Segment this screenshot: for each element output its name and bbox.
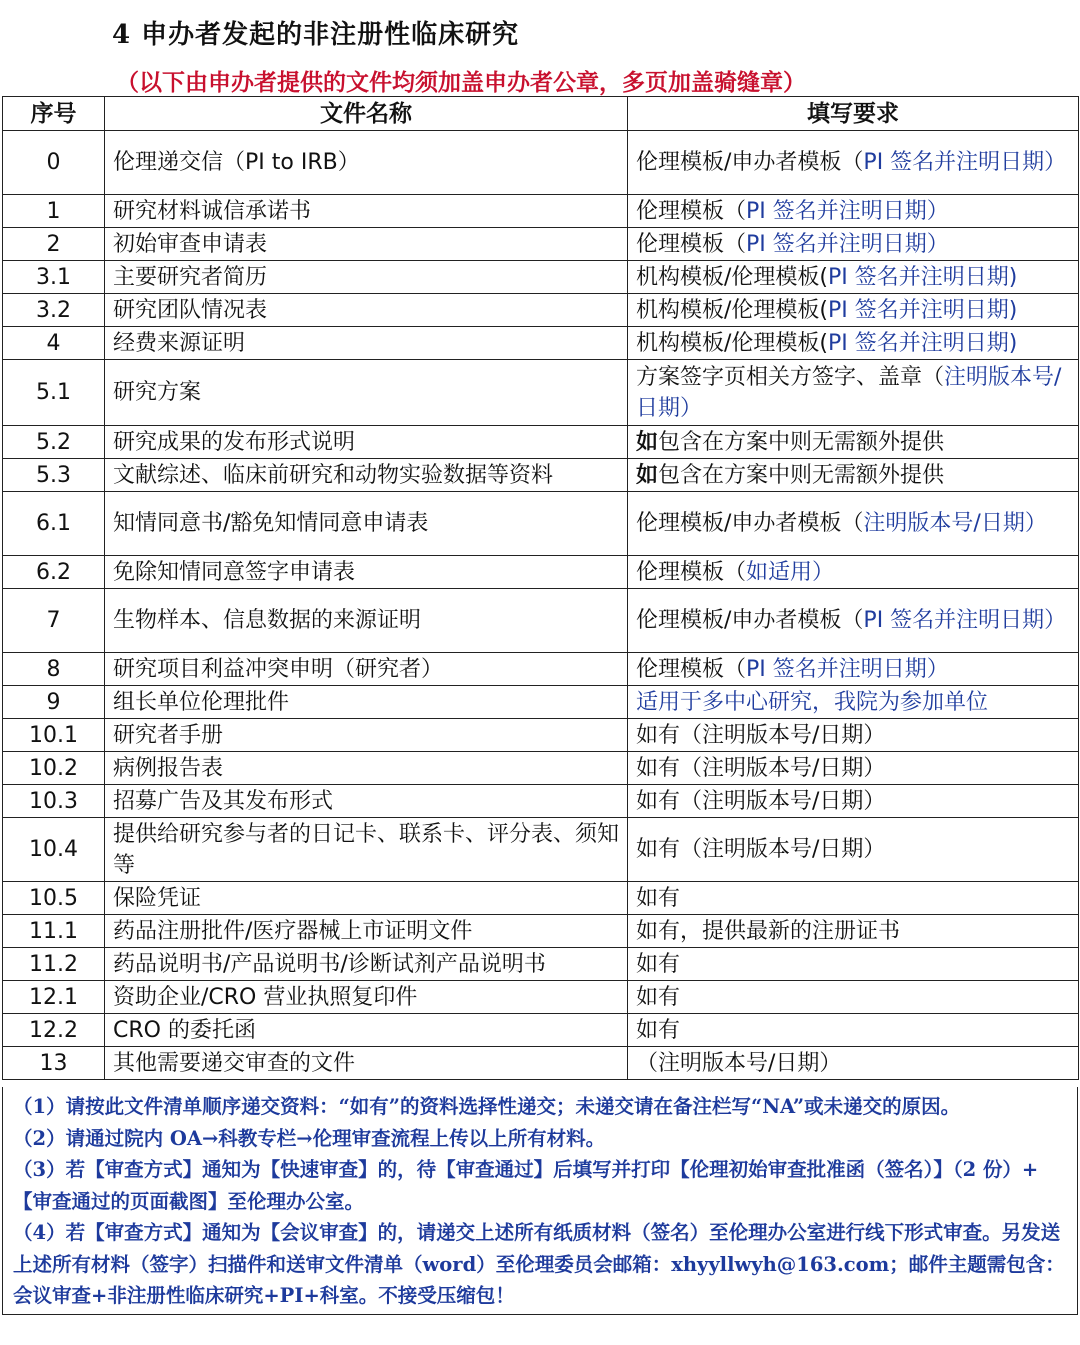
table-row — [3, 785, 1079, 818]
note-1: （1）请按此文件清单顺序递交资料：“如有”的资料选择性递交；未递交请在备注栏写“NA”或未递交的原因。 — [13, 1095, 961, 1118]
note-2: （2）请通过院内 OA→科教专栏→伦理审查流程上传以上所有材料。 — [13, 1126, 606, 1150]
requirement-text: 如有（注明版本号/日期） — [636, 788, 886, 814]
table-header-row — [3, 97, 1079, 131]
note-4: （4）若【审查方式】通知为【会议审查】的，请递交上述所有纸质材料（签名）至伦理办公室进行线下形式审查。另发送上述所有材料（签字）扫描件和送审文件清单（word）至伦理委员会邮箱：xhyyllwyh@163.com；邮件主题需包含：会议审查+非注册性临床研究+PI+科室。不接受压缩包！ — [13, 1221, 1065, 1307]
table-row — [3, 653, 1079, 686]
requirement-note: PI 签名并注明日期) — [828, 297, 1018, 323]
requirement-text: 如有 — [636, 984, 681, 1010]
table-row — [3, 1047, 1079, 1080]
note-3: （3）若【审查方式】通知为【快速审查】的，待【审查通过】后填写并打印【伦理初始审查批准函（签名）】（2 份）+【审查通过的页面截图】至伦理办公室。 — [13, 1158, 1039, 1213]
table-row — [3, 195, 1079, 228]
row-number: 10.2 — [3, 752, 105, 785]
row-number: 7 — [3, 589, 105, 653]
table-row — [3, 360, 1079, 426]
document-name: 研究者手册 — [105, 719, 628, 752]
table-row — [3, 981, 1079, 1014]
row-number: 12.1 — [3, 981, 105, 1014]
requirement-cell — [628, 261, 1079, 294]
table-row — [3, 131, 1079, 195]
requirement-note: PI 签名并注明日期） — [863, 150, 1067, 175]
requirement-cell — [628, 556, 1079, 589]
requirement-cell — [628, 195, 1079, 228]
requirement-cell — [628, 294, 1079, 327]
row-number: 6.1 — [3, 492, 105, 556]
document-name: 保险凭证 — [105, 882, 628, 915]
row-number: 9 — [3, 686, 105, 719]
requirement-text: 伦理模板（ — [636, 559, 747, 585]
row-number: 0 — [3, 131, 105, 195]
row-number: 12.2 — [3, 1014, 105, 1047]
row-number: 10.3 — [3, 785, 105, 818]
row-number: 10.4 — [3, 818, 105, 882]
requirement-text: 包含在方案中则无需额外提供 — [658, 462, 945, 488]
requirement-cell — [628, 653, 1079, 686]
document-name: 资助企业/CRO 营业执照复印件 — [105, 981, 628, 1014]
requirement-note: 注明版本号/日期） — [636, 364, 1062, 421]
requirement-note: PI 签名并注明日期） — [746, 231, 949, 257]
requirement-text: 如有（注明版本号/日期） — [636, 837, 886, 862]
requirement-cell — [628, 752, 1079, 785]
row-number: 1 — [3, 195, 105, 228]
requirement-note: PI 签名并注明日期） — [746, 198, 949, 224]
row-number: 5.3 — [3, 459, 105, 492]
document-name: 免除知情同意签字申请表 — [105, 556, 628, 589]
document-name: 提供给研究参与者的日记卡、联系卡、评分表、须知等 — [105, 818, 628, 882]
document-name: 生物样本、信息数据的来源证明 — [105, 589, 628, 653]
table-row — [3, 261, 1079, 294]
requirement-cell — [628, 686, 1079, 719]
requirement-cell — [628, 1047, 1079, 1080]
row-number: 5.2 — [3, 426, 105, 459]
table-row — [3, 882, 1079, 915]
table-row — [3, 948, 1079, 981]
row-number: 3.1 — [3, 261, 105, 294]
requirement-text: 如有 — [636, 951, 681, 977]
requirement-text: 伦理模板/申办者模板（ — [636, 608, 864, 633]
document-name: 研究团队情况表 — [105, 294, 628, 327]
table-row — [3, 589, 1079, 653]
requirement-bold: 如 — [636, 462, 659, 488]
document-name: 病例报告表 — [105, 752, 628, 785]
document-name: 知情同意书/豁免知情同意申请表 — [105, 492, 628, 556]
header-name: 文件名称 — [105, 97, 628, 131]
requirement-note: PI 签名并注明日期） — [863, 608, 1067, 633]
document-name: 研究项目利益冲突申明（研究者） — [105, 653, 628, 686]
table-row — [3, 818, 1079, 882]
requirement-cell — [628, 818, 1079, 882]
table-row — [3, 1014, 1079, 1047]
requirement-note: 如适用） — [746, 559, 835, 585]
row-number: 4 — [3, 327, 105, 360]
table-row — [3, 752, 1079, 785]
document-name: 研究方案 — [105, 360, 628, 426]
document-name: CRO 的委托函 — [105, 1014, 628, 1047]
requirement-text: 机构模板/伦理模板( — [636, 330, 828, 356]
table-row — [3, 228, 1079, 261]
requirement-note: PI 签名并注明日期) — [828, 330, 1018, 356]
document-name: 初始审查申请表 — [105, 228, 628, 261]
requirement-cell — [628, 131, 1079, 195]
table-row — [3, 459, 1079, 492]
requirement-text: （注明版本号/日期） — [636, 1050, 842, 1076]
row-number: 5.1 — [3, 360, 105, 426]
requirement-cell — [628, 948, 1079, 981]
requirement-cell — [628, 360, 1079, 426]
requirement-text: 机构模板/伦理模板( — [636, 297, 828, 323]
requirement-text: 如有 — [636, 1017, 681, 1043]
requirement-text: 包含在方案中则无需额外提供 — [658, 429, 945, 455]
row-number: 11.2 — [3, 948, 105, 981]
table-row — [3, 686, 1079, 719]
document-name: 研究成果的发布形式说明 — [105, 426, 628, 459]
row-number: 11.1 — [3, 915, 105, 948]
requirement-text: 伦理模板（ — [636, 198, 747, 224]
requirement-text: 如有，提供最新的注册证书 — [636, 918, 901, 944]
requirement-text: 如有（注明版本号/日期） — [636, 755, 886, 781]
document-name: 文献综述、临床前研究和动物实验数据等资料 — [105, 459, 628, 492]
row-number: 10.1 — [3, 719, 105, 752]
document-name: 药品说明书/产品说明书/诊断试剂产品说明书 — [105, 948, 628, 981]
document-name: 招募广告及其发布形式 — [105, 785, 628, 818]
requirement-cell — [628, 327, 1079, 360]
row-number: 3.2 — [3, 294, 105, 327]
document-name: 主要研究者简历 — [105, 261, 628, 294]
requirement-cell — [628, 426, 1079, 459]
table-row — [3, 915, 1079, 948]
row-number: 10.5 — [3, 882, 105, 915]
table-row — [3, 556, 1079, 589]
document-name: 药品注册批件/医疗器械上市证明文件 — [105, 915, 628, 948]
requirement-text: 如有（注明版本号/日期） — [636, 722, 886, 748]
requirement-cell — [628, 785, 1079, 818]
notes-box — [2, 1087, 1078, 1315]
table-body — [3, 131, 1079, 1080]
requirement-text: 伦理模板/申办者模板（ — [636, 511, 864, 536]
requirement-text: 伦理模板（ — [636, 231, 747, 257]
table-row — [3, 294, 1079, 327]
table-row — [3, 327, 1079, 360]
requirement-note: 适用于多中心研究，我院为参加单位 — [636, 689, 989, 715]
document-name: 其他需要递交审查的文件 — [105, 1047, 628, 1080]
requirement-text: 如有 — [636, 885, 681, 911]
requirement-cell — [628, 492, 1079, 556]
requirement-cell — [628, 1014, 1079, 1047]
requirement-cell — [628, 981, 1079, 1014]
document-name: 经费来源证明 — [105, 327, 628, 360]
document-table — [2, 96, 1079, 1080]
header-requirement: 填写要求 — [628, 97, 1079, 131]
requirement-text: 伦理模板/申办者模板（ — [636, 150, 864, 175]
requirement-note: PI 签名并注明日期) — [828, 264, 1018, 290]
table-row — [3, 719, 1079, 752]
row-number: 6.2 — [3, 556, 105, 589]
requirement-note: PI 签名并注明日期） — [746, 656, 949, 682]
document-name: 组长单位伦理批件 — [105, 686, 628, 719]
requirement-text: 方案签字页相关方签字、盖章（ — [636, 364, 945, 390]
table-row — [3, 492, 1079, 556]
row-number: 13 — [3, 1047, 105, 1080]
row-number: 2 — [3, 228, 105, 261]
requirement-cell — [628, 915, 1079, 948]
row-number: 8 — [3, 653, 105, 686]
requirement-text: 机构模板/伦理模板( — [636, 264, 828, 290]
page-subtitle: （以下由申办者提供的文件均须加盖申办者公章，多页加盖骑缝章） — [116, 69, 806, 96]
document-name: 伦理递交信（PI to IRB） — [105, 131, 628, 195]
requirement-cell — [628, 589, 1079, 653]
requirement-cell — [628, 719, 1079, 752]
requirement-note: 注明版本号/日期） — [863, 511, 1047, 536]
requirement-cell — [628, 882, 1079, 915]
requirement-bold: 如 — [636, 429, 659, 455]
requirement-text: 伦理模板（ — [636, 656, 747, 682]
requirement-cell — [628, 459, 1079, 492]
requirement-cell — [628, 228, 1079, 261]
document-name: 研究材料诚信承诺书 — [105, 195, 628, 228]
table-row — [3, 426, 1079, 459]
header-no: 序号 — [3, 97, 105, 131]
page-title: 4 申办者发起的非注册性临床研究 — [112, 20, 520, 50]
